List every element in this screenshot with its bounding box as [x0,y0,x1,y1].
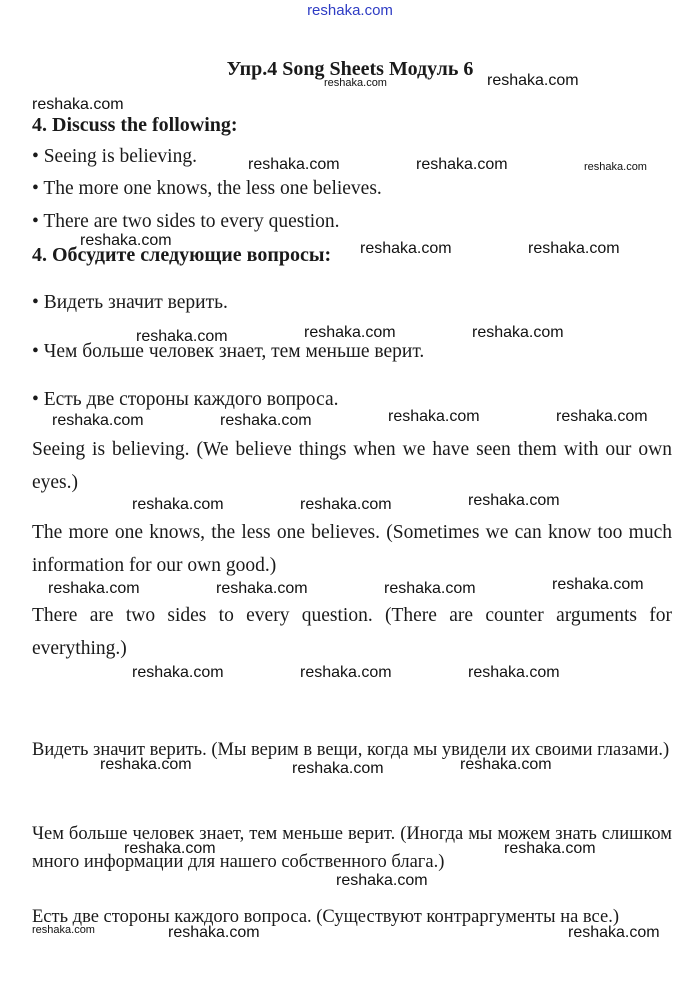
watermark: reshaka.com [584,161,647,173]
watermark: reshaka.com [132,496,224,513]
watermark: reshaka.com [504,840,596,857]
header-watermark: reshaka.com [307,2,393,19]
watermark: reshaka.com [300,664,392,681]
watermark: reshaka.com [360,240,452,257]
watermark: reshaka.com [556,408,648,425]
ru-bullet-1: • Видеть значит верить. [32,292,228,313]
watermark: reshaka.com [136,328,228,345]
ru-bullet-3: • Есть две стороны каждого вопроса. [32,389,339,410]
en-answer-1: Seeing is believing. (We believe things when we have seen them with our own eyes.) [32,439,672,493]
watermark: reshaka.com [52,412,144,429]
watermark: reshaka.com [292,760,384,777]
watermark: reshaka.com [528,240,620,257]
watermark: reshaka.com [32,924,95,936]
watermark: reshaka.com [336,872,428,889]
en-answer-2: The more one knows, the less one believes. (Sometimes we can know too much information for our own good.) [32,522,672,576]
ru-answer-2: Чем больше человек знает, тем меньше верит. (Иногда мы можем знать слишком много информации для нашего собственного блага.) [32,824,672,872]
watermark: reshaka.com [568,924,660,941]
watermark: reshaka.com [468,664,560,681]
watermark: reshaka.com [487,72,579,89]
watermark: reshaka.com [416,156,508,173]
watermark: reshaka.com [168,924,260,941]
watermark: reshaka.com [80,232,172,249]
watermark: reshaka.com [384,580,476,597]
watermark: reshaka.com [124,840,216,857]
en-bullet-2: • The more one knows, the less one believes. [32,178,382,199]
en-bullet-3: • There are two sides to every question. [32,211,340,232]
ru-answer-1: Видеть значит верить. (Мы верим в вещи, когда мы увидели их своими глазами.) [32,740,670,760]
watermark: reshaka.com [472,324,564,341]
watermark: reshaka.com [100,756,192,773]
en-heading: 4. Discuss the following: [32,114,238,136]
watermark: reshaka.com [248,156,340,173]
ru-heading: 4. Обсудите следующие вопросы: [32,244,332,266]
en-bullet-1: • Seeing is believing. [32,146,197,167]
watermark: reshaka.com [304,324,396,341]
watermark: reshaka.com [132,664,224,681]
watermark: reshaka.com [468,492,560,509]
ru-bullet-2: • Чем больше человек знает, тем меньше верит. [32,341,425,362]
watermark: reshaka.com [220,412,312,429]
watermark: reshaka.com [216,580,308,597]
ru-answer-3: Есть две стороны каждого вопроса. (Существуют контраргументы на все.) [32,907,619,927]
watermark: reshaka.com [388,408,480,425]
en-answer-3: There are two sides to every question. (There are counter arguments for everything.) [32,605,672,659]
watermark: reshaka.com [460,756,552,773]
watermark: reshaka.com [324,77,387,89]
page-title: Упр.4 Song Sheets Модуль 6 [226,58,474,80]
watermark: reshaka.com [552,576,644,593]
watermark: reshaka.com [32,96,124,113]
watermark: reshaka.com [300,496,392,513]
watermark: reshaka.com [48,580,140,597]
